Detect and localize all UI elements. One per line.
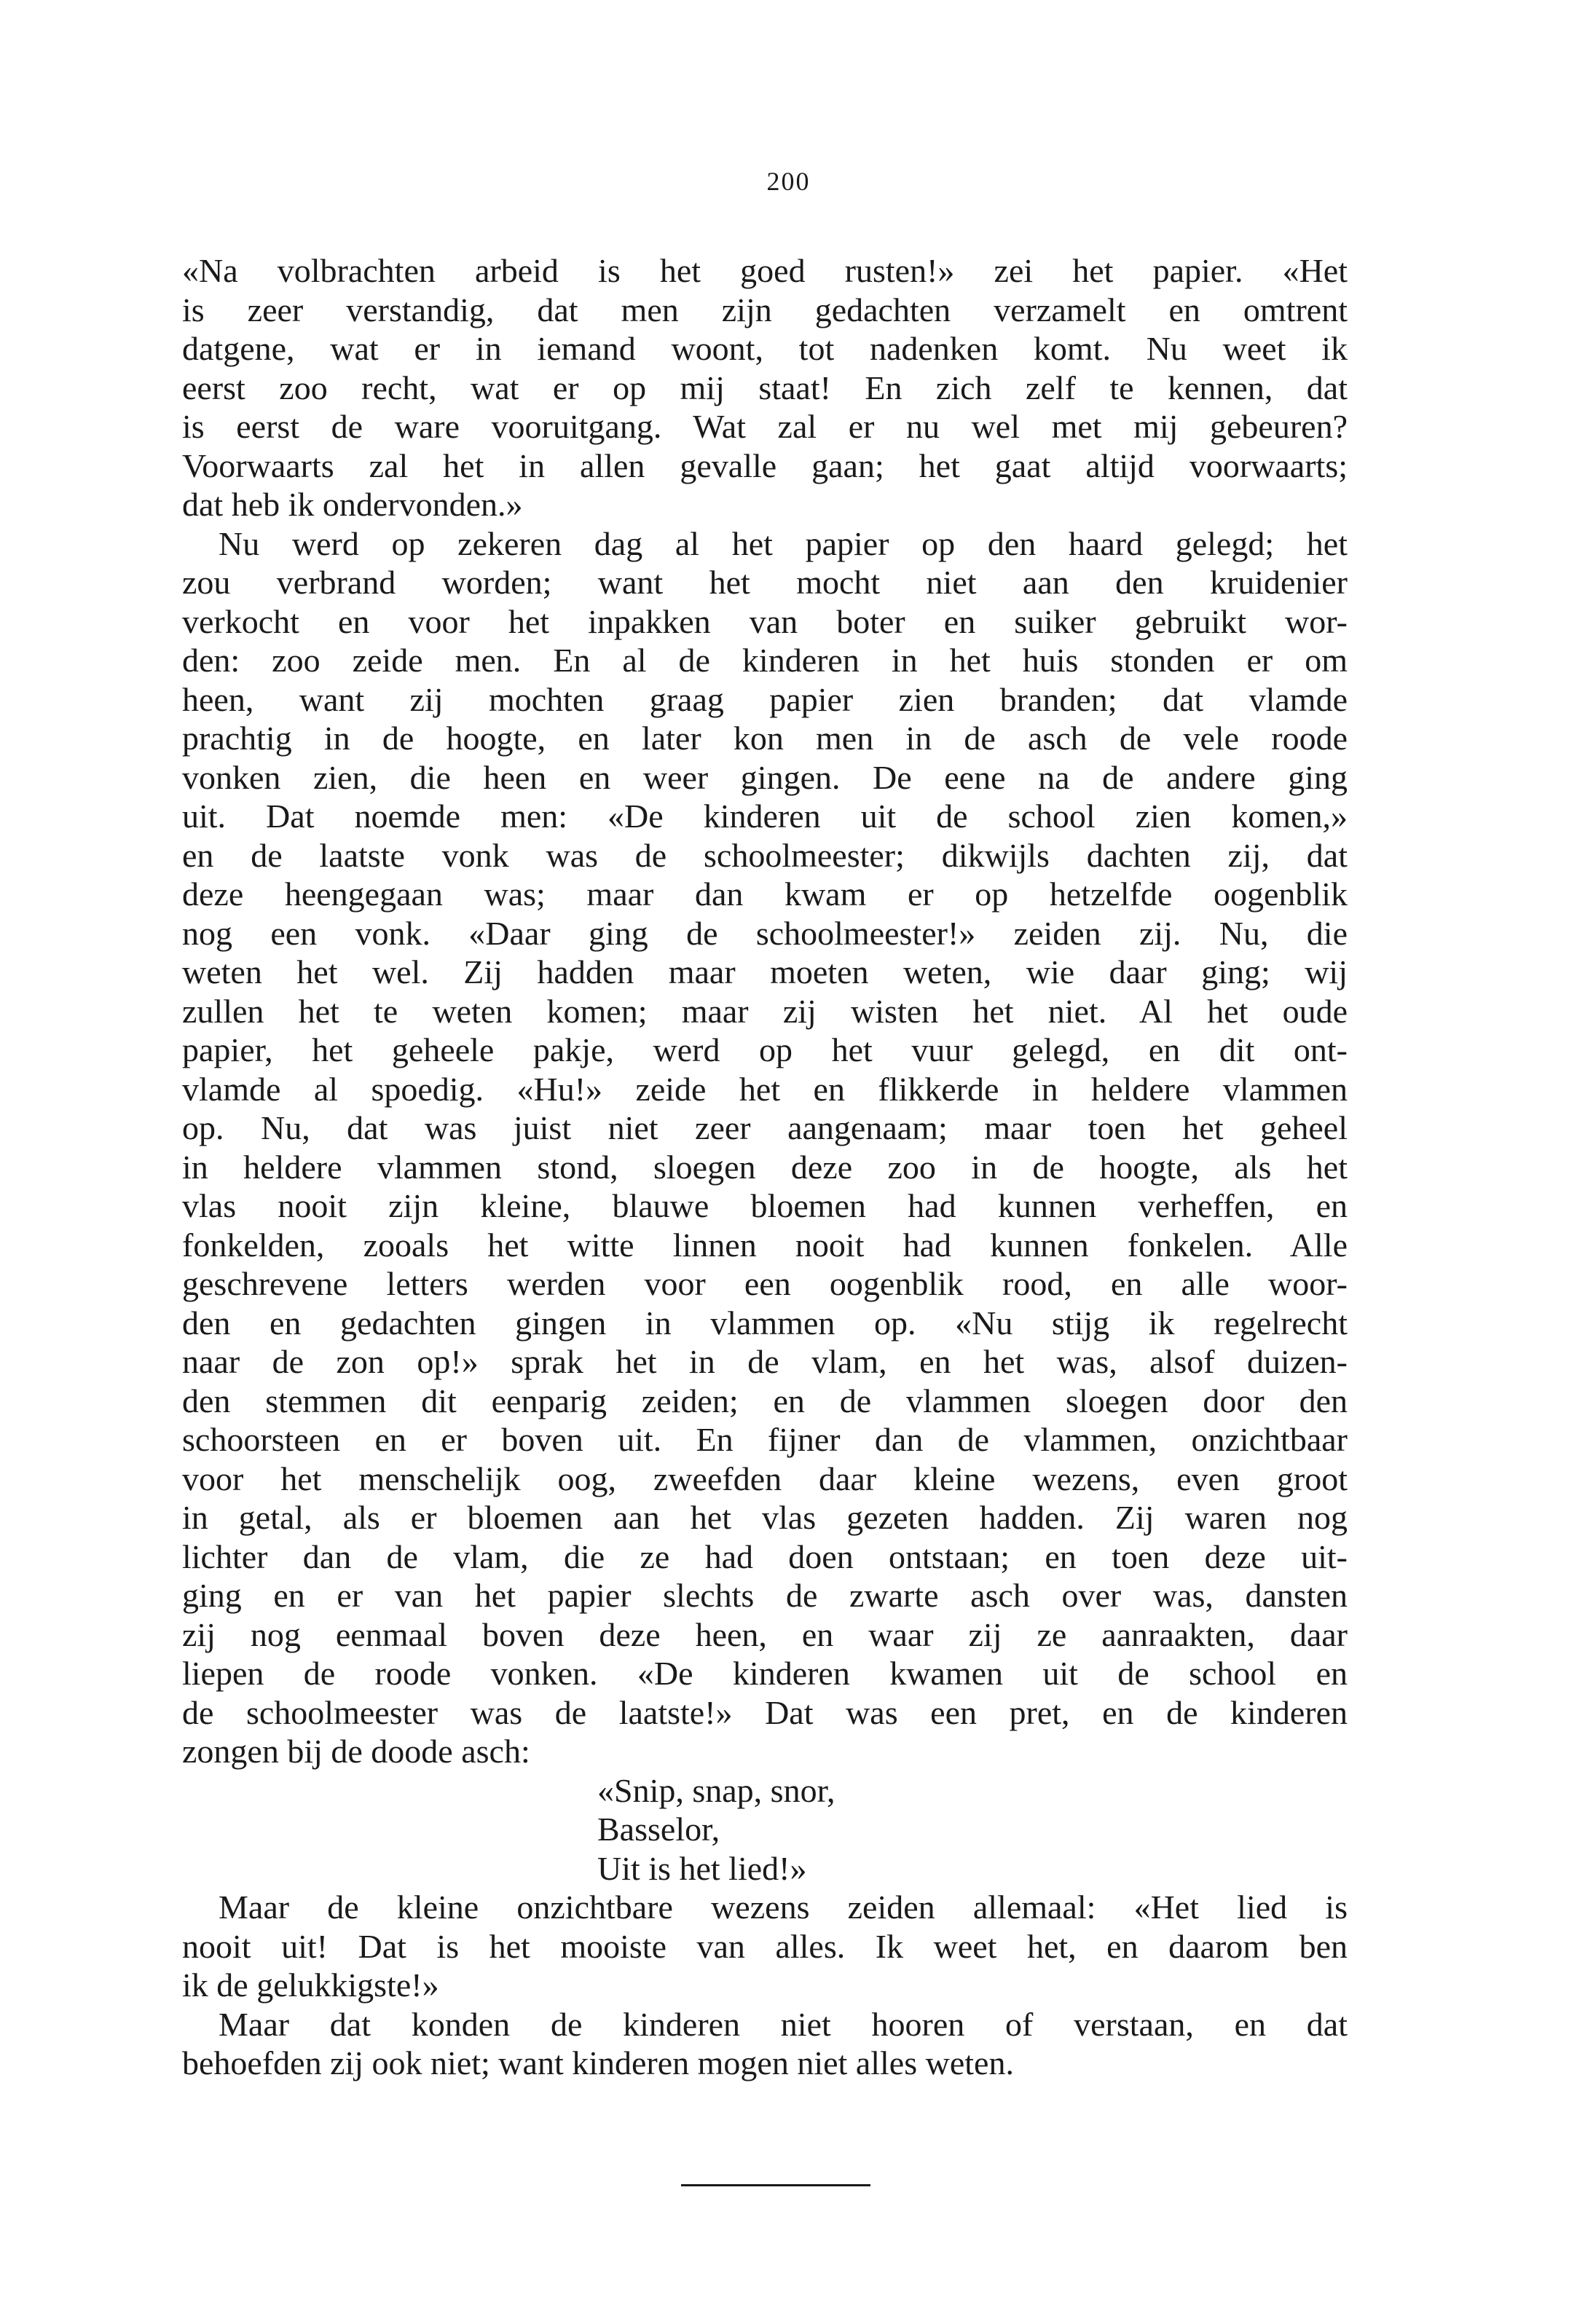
end-rule <box>681 2184 870 2186</box>
text-line: schoorsteen en er boven uit. En fijner dan de vlammen, onzichtbaar <box>182 1421 1348 1458</box>
paragraph <box>182 524 1348 1771</box>
text-line: den: zoo zeide men. En al de kinderen in het huis stonden er om <box>182 642 1348 679</box>
verse-line: Basselor, <box>597 1811 720 1848</box>
text-line: ik de gelukkigste!» <box>182 1966 439 2004</box>
text-line: deze heengegaan was; maar dan kwam er op hetzelfde oogenblik <box>182 875 1348 913</box>
text-line: nog een vonk. «Daar ging de schoolmeester!» zeiden zij. Nu, die <box>182 914 1348 952</box>
paragraph <box>182 1888 1348 2005</box>
text-line: zou verbrand worden; want het mocht niet aan den kruidenier <box>182 564 1348 601</box>
text-line: Maar dat konden de kinderen niet hooren of verstaan, en dat <box>219 2005 1348 2043</box>
verse-line: Uit is het lied!» <box>597 1849 807 1887</box>
text-line: dat heb ik ondervonden.» <box>182 486 523 523</box>
text-line: en de laatste vonk was de schoolmeester; dikwijls dachten zij, dat <box>182 836 1348 874</box>
text-line: liepen de roode vonken. «De kinderen kwamen uit de school en <box>182 1655 1348 1692</box>
text-line: lichter dan de vlam, die ze had doen ontstaan; en toen deze uit- <box>182 1537 1348 1575</box>
text-line: uit. Dat noemde men: «De kinderen uit de school zien komen,» <box>182 797 1348 835</box>
verse <box>182 1771 1348 1888</box>
text-line: nooit uit! Dat is het mooiste van alles. Ik weet het, en daarom ben <box>182 1927 1348 1965</box>
text-line: vonken zien, die heen en weer gingen. De eene na de andere ging <box>182 758 1348 796</box>
text-line: «Na volbrachten arbeid is het goed rusten!» zei het papier. «Het <box>182 252 1348 289</box>
paragraph <box>182 2005 1348 2083</box>
paragraph <box>182 251 1348 524</box>
text-line: is eerst de ware vooruitgang. Wat zal er nu wel met mij gebeuren? <box>182 408 1348 445</box>
text-line: voor het menschelijk oog, zweefden daar kleine wezens, even groot <box>182 1460 1348 1497</box>
text-line: den stemmen dit eenparig zeiden; en de vlammen sloegen door den <box>182 1382 1348 1419</box>
text-line: fonkelden, zooals het witte linnen nooit had kunnen fonkelen. Alle <box>182 1226 1348 1264</box>
text-line: vlas nooit zijn kleine, blauwe bloemen had kunnen verheffen, en <box>182 1187 1348 1224</box>
text-line: is zeer verstandig, dat men zijn gedachten verzamelt en omtrent <box>182 291 1348 328</box>
body-text <box>182 251 1348 2083</box>
text-line: in heldere vlammen stond, sloegen deze zoo in de hoogte, als het <box>182 1148 1348 1186</box>
text-line: zongen bij de doode asch: <box>182 1733 530 1770</box>
text-line: ging en er van het papier slechts de zwarte asch over was, dansten <box>182 1577 1348 1614</box>
text-line: Nu werd op zekeren dag al het papier op den haard gelegd; het <box>219 524 1348 562</box>
text-line: eerst zoo recht, wat er op mij staat! En zich zelf te kennen, dat <box>182 369 1348 406</box>
text-line: Maar de kleine onzichtbare wezens zeiden allemaal: «Het lied is <box>219 1888 1348 1926</box>
text-line: weten het wel. Zij hadden maar moeten weten, wie daar ging; wij <box>182 953 1348 990</box>
page-number: 200 <box>766 167 811 196</box>
text-line: den en gedachten gingen in vlammen op. «Nu stijg ik regelrecht <box>182 1304 1348 1342</box>
text-line: prachtig in de hoogte, en later kon men in de asch de vele roode <box>182 720 1348 757</box>
text-line: datgene, wat er in iemand woont, tot nadenken komt. Nu weet ik <box>182 330 1348 367</box>
text-line: behoefden zij ook niet; want kinderen mogen niet alles weten. <box>182 2044 1014 2081</box>
text-line: heen, want zij mochten graag papier zien branden; dat vlamde <box>182 680 1348 718</box>
text-line: papier, het geheele pakje, werd op het vuur gelegd, en dit ont- <box>182 1031 1348 1068</box>
text-line: zullen het te weten komen; maar zij wisten het niet. Al het oude <box>182 992 1348 1030</box>
text-line: Voorwaarts zal het in allen gevalle gaan; het gaat altijd voorwaarts; <box>182 446 1348 484</box>
text-line: verkocht en voor het inpakken van boter en suiker gebruikt wor- <box>182 602 1348 640</box>
verse-line: «Snip, snap, snor, <box>597 1771 835 1809</box>
text-line: de schoolmeester was de laatste!» Dat was een pret, en de kinderen <box>182 1693 1348 1731</box>
text-line: zij nog eenmaal boven deze heen, en waar zij ze aanraakten, daar <box>182 1615 1348 1653</box>
text-line: vlamde al spoedig. «Hu!» zeide het en flikkerde in heldere vlammen <box>182 1070 1348 1108</box>
text-line: in getal, als er bloemen aan het vlas gezeten hadden. Zij waren nog <box>182 1499 1348 1536</box>
text-line: geschrevene letters werden voor een oogenblik rood, en alle woor- <box>182 1265 1348 1302</box>
text-line: naar de zon op!» sprak het in de vlam, en het was, alsof duizen- <box>182 1343 1348 1380</box>
text-line: op. Nu, dat was juist niet zeer aangenaam; maar toen het geheel <box>182 1109 1348 1146</box>
